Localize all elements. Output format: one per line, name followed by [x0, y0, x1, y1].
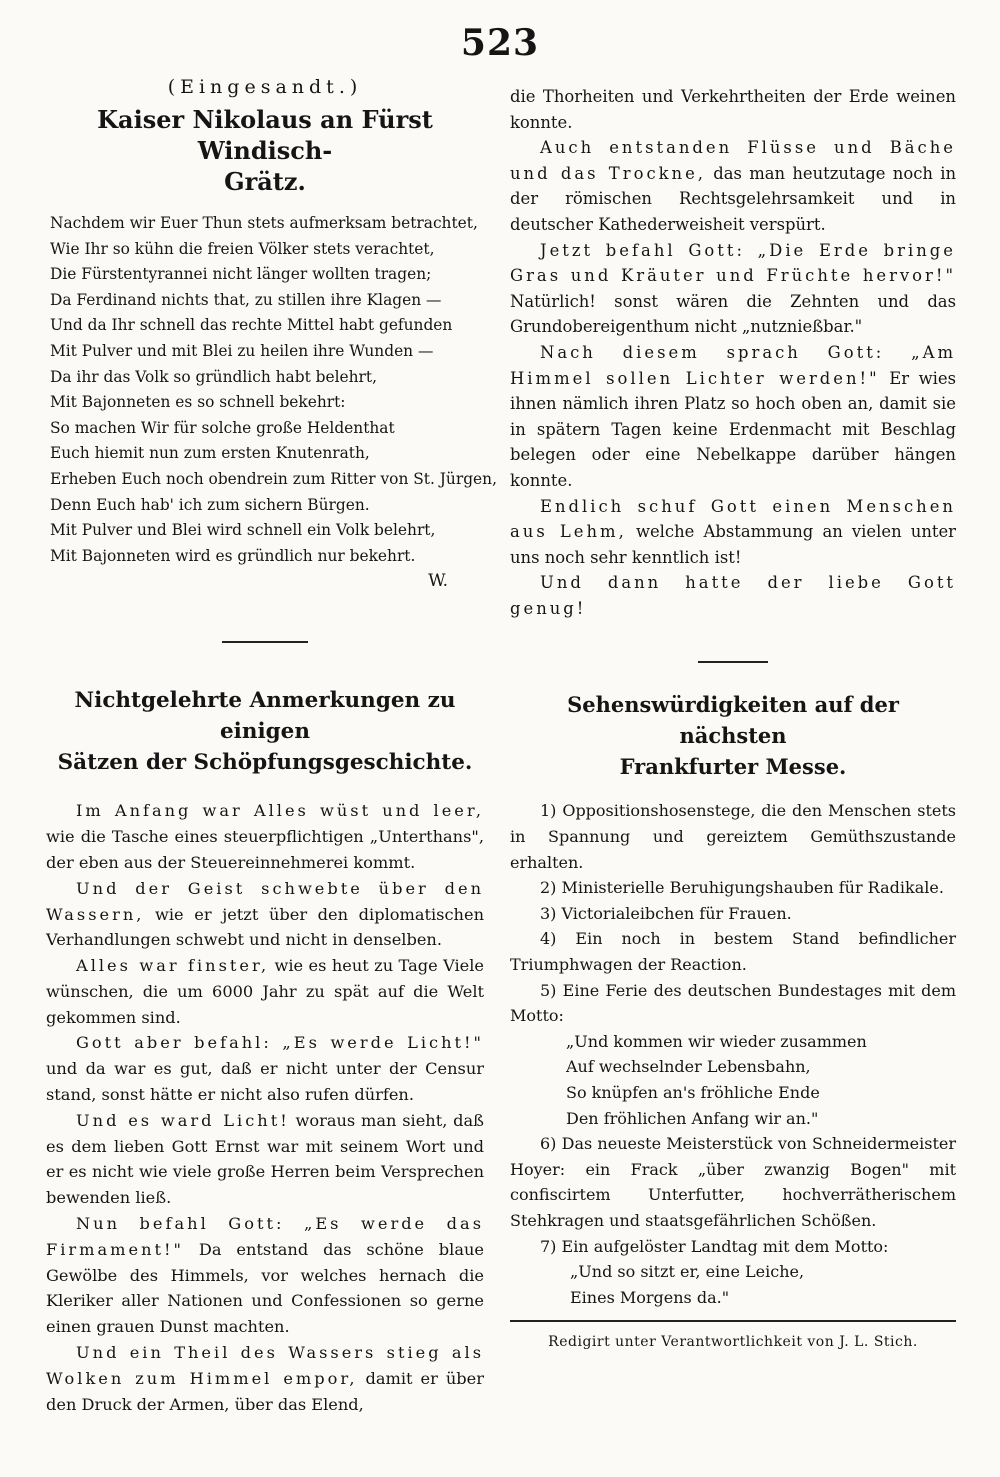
list-title — [510, 689, 956, 782]
paragraph-text: wie die Tasche eines steuerpflichtigen „Unterthans", der eben aus der Steuereinnehmerei kommt. — [46, 827, 484, 872]
list-item: 4) Ein noch in bestem Stand befindlicher Triumphwagen der Reaction. — [510, 929, 956, 975]
verse-line: Da ihr das Volk so gründlich habt belehrt, — [50, 367, 377, 386]
page-number: 523 — [460, 22, 540, 64]
paragraph-text: woraus man sieht, daß es dem lieben Gott Ernst war mit seinem Wort und er es nicht wie viele große Herren beim Versprechen bewenden ließ. — [46, 1110, 484, 1208]
list-item: 2) Ministerielle Beruhigungshauben für Radikale. — [540, 878, 944, 898]
verse-line: Mit Bajonneten wird es gründlich nur bekehrt. — [50, 546, 416, 565]
paragraph-lead: Alles war finster, — [76, 956, 270, 976]
verse-line: Erheben Euch noch obendrein zum Ritter von St. Jürgen, — [50, 469, 497, 488]
paragraph-lead: Endlich schuf Gott einen Menschen aus Lehm, — [510, 496, 956, 542]
article-title — [46, 685, 484, 778]
paragraph — [46, 1340, 484, 1417]
paragraph-text: welche Abstammung an vielen unter uns noch sehr kenntlich ist! — [510, 522, 957, 567]
paragraph-lead: Nun befahl Gott: „Es werde das Firmament!" — [46, 1214, 484, 1259]
list-item: 5) Eine Ferie des deutschen Bundestages mit dem Motto: — [510, 980, 956, 1026]
byline: (Eingesandt.) — [167, 76, 363, 98]
signature: W. — [428, 571, 448, 592]
list-item: 6) Das neueste Meisterstück von Schneidermeister Hoyer: ein Frack „über zwanzig Bogen" mit confiscirtem Unterfutter, hochverrätherischem Stehkragen und staatsgefährlichen Schößen. — [510, 1134, 956, 1230]
verse-line: Und da Ihr schnell das rechte Mittel habt gefunden — [50, 316, 453, 335]
paragraph-lead: Und ein Theil des Wassers stieg als Wolken zum Himmel empor, — [46, 1343, 484, 1388]
paragraph-lead: Gott aber befahl: „Es werde Licht!" — [76, 1033, 484, 1053]
poem-verse — [46, 211, 497, 569]
paragraph-text: Natürlich! sonst wären die Zehnten und das Grundobereigenthum nicht „nutznießbar." — [510, 291, 956, 337]
left-column — [46, 70, 497, 1417]
paragraph-lead: Jetzt befahl Gott: „Die Erde bringe Gras und Kräuter und Früchte hervor!" — [510, 240, 956, 286]
paragraph — [510, 238, 956, 340]
verse-line: Mit Pulver und Blei wird schnell ein Volk belehrt, — [50, 521, 436, 540]
paragraph — [46, 798, 484, 875]
paragraph — [510, 135, 956, 237]
paragraph-text: und da war es gut, daß er nicht unter der Censur stand, sonst hätte er nicht also rufen dürfen. — [46, 1059, 484, 1105]
verse-line: Euch hiemit nun zum ersten Knutenrath, — [50, 444, 370, 463]
paragraph-text: wie es heut zu Tage Viele wünschen, die um 6000 Jahr zu spät auf die Welt gekommen sind. — [46, 956, 484, 1027]
paragraph-lead: Auch entstanden Flüsse und Bäche und das Trockne, — [510, 138, 956, 183]
list-item: 3) Victorialeibchen für Frauen. — [540, 903, 792, 923]
right-column — [510, 70, 956, 1350]
poem-title-line-1: Kaiser Nikolaus an Fürst Windisch- — [97, 105, 433, 165]
verse-line: So machen Wir für solche große Heldenthat — [50, 418, 395, 437]
paragraph-text: die Thorheiten und Verkehrtheiten der Erde weinen konnte. — [510, 87, 956, 132]
paragraph-lead: Und der Geist schwebte über den Wassern, — [46, 878, 484, 924]
verse-line: Mit Pulver und mit Blei zu heilen ihre Wunden — — [50, 341, 434, 360]
article-continuation — [510, 84, 956, 621]
paragraph-lead: Und dann hatte der liebe Gott genug! — [510, 573, 956, 618]
poem-title — [46, 104, 484, 197]
motto-verse — [510, 1029, 956, 1131]
article-title-line-1: Nichtgelehrte Anmerkungen zu einigen — [74, 688, 456, 745]
paragraph — [46, 1108, 484, 1211]
article-body — [46, 798, 484, 1417]
paragraph-text: damit er über den Druck der Armen, über das Elend, — [46, 1368, 484, 1414]
motto-line: „Und so sitzt er, eine Leiche, — [570, 1262, 805, 1282]
verse-line: Mit Bajonneten es so schnell bekehrt: — [50, 393, 346, 412]
paragraph-lead: Im Anfang war Alles wüst und leer, — [76, 801, 484, 821]
paragraph — [46, 1030, 484, 1107]
attractions-list — [510, 798, 956, 1310]
article-title-line-2: Sätzen der Schöpfungsgeschichte. — [57, 750, 473, 776]
motto-line: Den fröhlichen Anfang wir an." — [566, 1108, 819, 1128]
verse-line: Da Ferdinand nichts that, zu stillen ihre Klagen — — [50, 290, 442, 309]
verse-line: Die Fürstentyrannei nicht länger wollten tragen; — [50, 265, 432, 284]
verse-line: Nachdem wir Euer Thun stets aufmerksam betrachtet, — [50, 214, 478, 232]
poem-title-line-2: Grätz. — [224, 167, 306, 196]
paragraph-text: Er wies ihnen nämlich ihren Platz so hoch oben an, damit sie in spätern Tagen keine Erdenmacht mit Beschlag belegen oder eine Nebelkappe darüber hängen konnte. — [510, 368, 956, 490]
editor-footer: Redigirt unter Verantwortlichkeit von J. L. Stich. — [548, 1334, 918, 1351]
verse-line: Denn Euch hab' ich zum sichern Bürgen. — [50, 495, 370, 514]
motto-line: „Und kommen wir wieder zusammen — [566, 1031, 867, 1051]
paragraph — [510, 570, 956, 621]
paragraph — [510, 340, 956, 494]
paragraph-lead: Nach diesem sprach Gott: „Am Himmel sollen Lichter werden!" — [510, 342, 956, 388]
list-item: 1) Oppositionshosenstege, die den Menschen stets in Spannung und gereiztem Gemüthszustande erhalten. — [510, 801, 956, 872]
paragraph — [46, 953, 484, 1030]
paragraph-text: wie er jetzt über den diplomatischen Verhandlungen schwebt und nicht in denselben. — [46, 904, 484, 950]
motto-line: Eines Morgens da." — [570, 1287, 730, 1307]
paragraph-lead: Und es ward Licht! — [76, 1110, 290, 1130]
verse-line: Wie Ihr so kühn die freien Völker stets verachtet, — [50, 239, 435, 258]
motto-line: So knüpfen an's fröhliche Ende — [566, 1083, 820, 1102]
paragraph — [510, 84, 956, 135]
list-title-line-2: Frankfurter Messe. — [619, 754, 847, 780]
motto-line: Auf wechselnder Lebensbahn, — [566, 1057, 811, 1077]
paragraph-text: das man heutzutage noch in der römischen Rechtsgelehrsamkeit und in deutscher Kathederweisheit verspürt. — [510, 163, 956, 234]
list-item: 7) Ein aufgelöster Landtag mit dem Motto: — [540, 1236, 889, 1256]
paragraph-text: Da entstand das schöne blaue Gewölbe des Himmels, vor welches hernach die Kleriker aller Nationen und Confessionen so gerne einen grauen Dunst machten. — [46, 1239, 484, 1337]
paragraph — [510, 494, 956, 571]
paragraph — [46, 876, 484, 953]
motto-verse — [510, 1259, 956, 1310]
paragraph — [46, 1211, 484, 1340]
list-title-line-1: Sehenswürdigkeiten auf der nächsten — [567, 692, 899, 749]
